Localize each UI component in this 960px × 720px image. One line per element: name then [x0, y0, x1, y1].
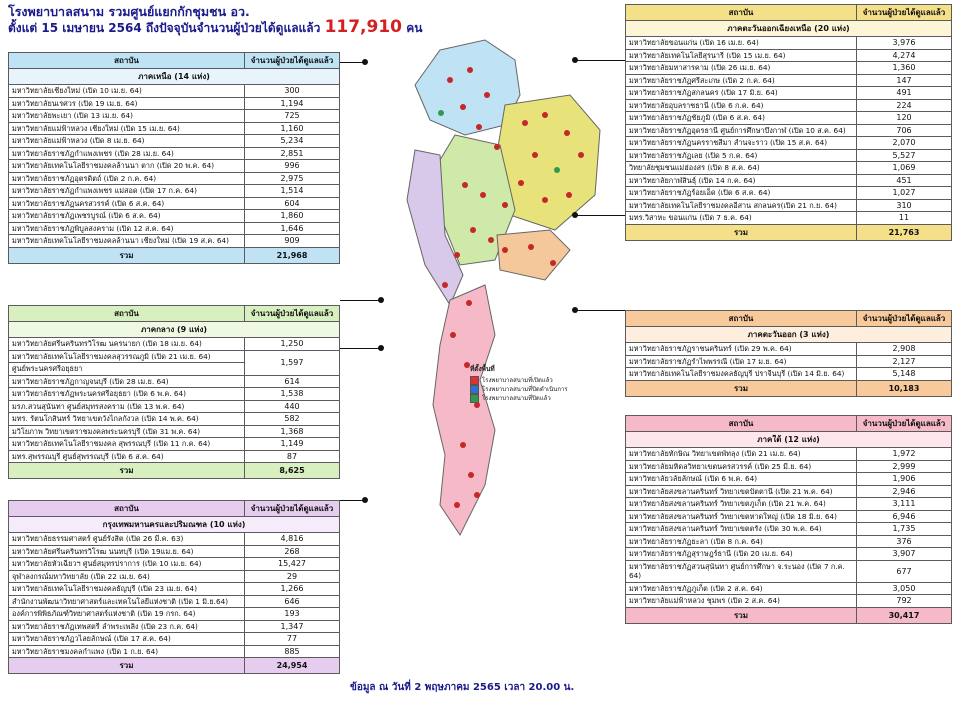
table-row — [626, 448, 952, 461]
row-value: 1,194 — [245, 97, 340, 110]
table-row — [626, 162, 952, 175]
region-band — [626, 327, 952, 343]
row-institution: มหาวิทยาลัยราชภัฏร้อยเอ็ด (เปิด 6 ส.ค. 64) — [626, 187, 857, 200]
row-institution: มหาวิทยาลัยแม่ฟ้าหลวง ชุมพร (เปิด 2 ส.ค. 64) — [626, 595, 857, 608]
row-value: 1,250 — [245, 338, 340, 351]
table-row — [626, 343, 952, 356]
row-value: 725 — [245, 110, 340, 123]
legend-swatch-open-icon — [470, 376, 479, 385]
total-row — [9, 658, 340, 674]
region-table-bangkok — [8, 500, 340, 674]
col-patients: จำนวนผู้ป่วยได้ดูแลแล้ว — [245, 501, 340, 517]
row-institution: มหาวิทยาลัยสงขลานครินทร์ วิทยาเขตหาดใหญ่ (เปิด 18 มิ.ย. 64) — [626, 510, 857, 523]
row-value: 77 — [245, 633, 340, 646]
row-institution: มหาวิทยาลัยราชภัฏรำไพพรรณี (เปิด 17 ม.ย. 64) — [626, 355, 857, 368]
row-value: 706 — [857, 124, 952, 137]
table-row — [9, 338, 340, 351]
row-institution: มหาวิทยาลัยราชภัฏสกลนคร (เปิด 17 มิ.ย. 64) — [626, 87, 857, 100]
row-value: 2,070 — [857, 137, 952, 150]
row-value: 1,538 — [245, 388, 340, 401]
row-value: 1,266 — [245, 583, 340, 596]
row-institution: มหาวิทยาลัยหัวเฉียวฯ ศูนย์สมุทรปราการ (เปิด 10 เม.ย. 64) — [9, 558, 245, 571]
leader-line-northeast — [575, 60, 625, 61]
row-value: 1,160 — [245, 122, 340, 135]
table-row — [9, 235, 340, 248]
region-band-label: ภาคกลาง (9 แห่ง) — [9, 322, 340, 338]
row-value: 1,646 — [245, 222, 340, 235]
table-row — [9, 545, 340, 558]
col-institution: สถาบัน — [9, 306, 245, 322]
table-row — [626, 199, 952, 212]
region-band — [9, 517, 340, 533]
row-value: 604 — [245, 197, 340, 210]
table-row — [9, 595, 340, 608]
table-row — [9, 350, 340, 363]
table-row — [626, 355, 952, 368]
legend-swatch-closed-icon — [470, 394, 479, 403]
row-value: 2,908 — [857, 343, 952, 356]
leader-dot-bangkok — [362, 497, 368, 503]
table-row — [9, 608, 340, 621]
table-row — [626, 137, 952, 150]
row-institution: มหาวิทยาลัยเชียงใหม่ (เปิด 10 เม.ย. 64) — [9, 85, 245, 98]
leader-dot-east — [572, 212, 578, 218]
region-table-central — [8, 305, 340, 479]
table-header-row — [9, 53, 340, 69]
region-band-label: ภาคตะวันออก (3 แห่ง) — [626, 327, 952, 343]
region-band — [626, 21, 952, 37]
table-row — [626, 560, 952, 582]
total-patients-count: 117,910 — [324, 17, 402, 37]
row-value: 4,816 — [245, 533, 340, 546]
table-row — [626, 485, 952, 498]
row-value: 87 — [245, 450, 340, 463]
row-institution: มหาวิทยาลัยเทคโนโลยีราชมงคลล้านนา ตาก (เปิด 20 พ.ค. 64) — [9, 160, 245, 173]
row-institution: มหาวิทยาลัยราชภัฏศรีสะเกษ (เปิด 2 ก.ค. 64) — [626, 74, 857, 87]
row-institution: มหาวิทยาลัยกาฬสินธุ์ (เปิด 14 ก.ค. 64) — [626, 174, 857, 187]
row-value: 5,234 — [245, 135, 340, 148]
row-value: 1,027 — [857, 187, 952, 200]
total-patients-unit: คน — [406, 21, 423, 35]
subtitle-text: ตั้งแต่ 15 เมษายน 2564 ถึงปัจจุบันจำนวนผู้ป่วยได้ดูแลแล้ว — [8, 21, 321, 35]
table-row — [626, 498, 952, 511]
row-institution: มทร. รัตนโกสินทร์ วิทยาเขตวังไกลกังวล (เปิด 14 พ.ค. 64) — [9, 413, 245, 426]
table-row — [9, 570, 340, 583]
row-institution: มหาวิทยาลัยราชภัฏเพชรบูรณ์ (เปิด 6 ส.ค. 64) — [9, 210, 245, 223]
row-value: 2,946 — [857, 485, 952, 498]
row-value: 885 — [245, 645, 340, 658]
map-legend — [470, 365, 568, 403]
row-institution: มหาวิทยาลัยแม่ฟ้าหลวง เชียงใหม่ (เปิด 15 เม.ย. 64) — [9, 122, 245, 135]
total-label: รวม — [9, 463, 245, 479]
row-value: 491 — [857, 87, 952, 100]
row-value: 4,274 — [857, 49, 952, 62]
row-institution: มหาวิทยาลัยราชภัฏอุตรดิตถ์ (เปิด 2 ก.ค. 64) — [9, 172, 245, 185]
row-institution: มหาวิทยาลัยนเรศวร (เปิด 19 เม.ย. 64) — [9, 97, 245, 110]
row-institution: มหาวิทยาลัยธรรมศาสตร์ ศูนย์รังสิต (เปิด 26 มี.ค. 63) — [9, 533, 245, 546]
region-table-north — [8, 52, 340, 264]
total-value: 10,183 — [857, 380, 952, 396]
leader-dot-south — [572, 307, 578, 313]
row-institution: มหาวิทยาลัยสงขลานครินทร์ วิทยาเขตปัตตานี (เปิด 21 พ.ค. 64) — [626, 485, 857, 498]
total-row — [9, 463, 340, 479]
col-institution: สถาบัน — [626, 311, 857, 327]
row-institution: มหาวิทยาลัยสงขลานครินทร์ วิทยาเขตตรัง (เปิด 30 พ.ค. 64) — [626, 523, 857, 536]
row-institution: มหาวิทยาลัยราชภัฏเทพสตรี ลำพระเพลิง (เปิด 23 ก.ค. 64) — [9, 620, 245, 633]
total-value: 21,763 — [857, 224, 952, 240]
total-row — [626, 380, 952, 396]
row-value: 451 — [857, 174, 952, 187]
row-value: 1,069 — [857, 162, 952, 175]
table-row — [626, 548, 952, 561]
col-institution: สถาบัน — [626, 416, 857, 432]
table-row — [9, 400, 340, 413]
region-band — [626, 432, 952, 448]
total-value: 30,417 — [857, 607, 952, 623]
legend-label: โรงพยาบาลสนามที่ปิดแล้ว — [482, 395, 551, 402]
row-institution: มหาวิทยาลัยราชภัฏนครสวรรค์ (เปิด 6 ส.ค. 64) — [9, 197, 245, 210]
row-value: 3,111 — [857, 498, 952, 511]
data-timestamp: ข้อมูล ณ วันที่ 2 พฤษภาคม 2565 เวลา 20.00 น. — [350, 682, 575, 693]
table-row — [9, 135, 340, 148]
legend-title: ที่ตั้งพื้นที่ — [470, 365, 495, 373]
table-row — [626, 473, 952, 486]
row-value: 2,851 — [245, 147, 340, 160]
row-institution: องค์การพิพิธภัณฑ์วิทยาศาสตร์แห่งชาติ (เปิด 19 กรก. 64) — [9, 608, 245, 621]
col-institution: สถาบัน — [9, 53, 245, 69]
col-patients: จำนวนผู้ป่วยได้ดูแลแล้ว — [857, 416, 952, 432]
row-value: 1,906 — [857, 473, 952, 486]
table-header-row — [626, 416, 952, 432]
legend-label: โรงพยาบาลสนามที่ปิดดำเนินการ — [482, 386, 568, 393]
row-value: 120 — [857, 112, 952, 125]
table-row — [9, 110, 340, 123]
table-row — [626, 535, 952, 548]
table-row — [626, 510, 952, 523]
total-row — [9, 247, 340, 263]
row-value: 6,946 — [857, 510, 952, 523]
row-value: 792 — [857, 595, 952, 608]
total-row — [626, 224, 952, 240]
row-institution: มหาวิทยาลัยราชภัฏภูเก็ต (เปิด 2 ส.ค. 64) — [626, 582, 857, 595]
table-row — [9, 438, 340, 451]
row-value: 29 — [245, 570, 340, 583]
row-value: 677 — [857, 560, 952, 582]
row-institution: มหาวิทยาลัยแม่ฟ้าหลวง (เปิด 8 เม.ย. 64) — [9, 135, 245, 148]
row-institution: มหาวิทยาลัยราชภัฏยะลา (เปิด 8 ก.ค. 64) — [626, 535, 857, 548]
table-row — [626, 49, 952, 62]
total-label: รวม — [626, 224, 857, 240]
table-header-row — [9, 501, 340, 517]
row-institution: มหาวิทยาลัยพะเยา (เปิด 13 เม.ย. 64) — [9, 110, 245, 123]
row-institution: มหาวิทยาลัยวลัยลักษณ์ (เปิด 6 พ.ค. 64) — [626, 473, 857, 486]
table-row — [9, 222, 340, 235]
table-row — [626, 187, 952, 200]
leader-dot-north — [362, 59, 368, 65]
total-label: รวม — [9, 658, 245, 674]
leader-line-central — [340, 300, 380, 301]
col-patients: จำนวนผู้ป่วยได้ดูแลแล้ว — [245, 53, 340, 69]
row-value: 3,050 — [857, 582, 952, 595]
row-value: 268 — [245, 545, 340, 558]
table-row — [9, 450, 340, 463]
row-institution: จุฬาลงกรณ์มหาวิทยาลัย (เปิด 22 เม.ย. 64) — [9, 570, 245, 583]
row-institution: มหาวิทยาลัยราชภัฏเลย (เปิด 5 ก.ค. 64) — [626, 149, 857, 162]
region-band — [9, 322, 340, 338]
row-institution: มหาวิทยาลัยราชภัฏกำแพงเพชร แม่สอด (เปิด 17 ก.ค. 64) — [9, 185, 245, 198]
row-value: 646 — [245, 595, 340, 608]
table-row — [9, 620, 340, 633]
row-value: 3,907 — [857, 548, 952, 561]
table-row — [9, 197, 340, 210]
row-value: 2,975 — [245, 172, 340, 185]
table-row — [9, 533, 340, 546]
row-institution: มหาวิทยาลัยเทคโนโลยีราชมงคล สุพรรณบุรี (เปิด 11 ก.ค. 64) — [9, 438, 245, 451]
row-institution: มหาวิทยาลัยราชภัฏวไลยลักษณ์ (เปิด 17 ส.ค. 64) — [9, 633, 245, 646]
table-row — [626, 523, 952, 536]
row-institution: มหาวิทยาลัยราชภัฏสุราษฎร์ธานี (เปิด 20 เม.ย. 64) — [626, 548, 857, 561]
row-value: 1,368 — [245, 425, 340, 438]
row-institution: มหาวิทยาลัยสงขลานครินทร์ วิทยาเขตภูเก็ต (เปิด 21 พ.ค. 64) — [626, 498, 857, 511]
col-institution: สถาบัน — [626, 5, 857, 21]
legend-label: โรงพยาบาลสนามที่เปิดแล้ว — [482, 377, 553, 384]
row-institution: มทร.สุพรรณบุรี ศูนย์สุพรรณบุรี (เปิด 6 ส.ค. 64) — [9, 450, 245, 463]
table-row — [9, 160, 340, 173]
region-band-label: กรุงเทพมหานครและปริมณฑล (10 แห่ง) — [9, 517, 340, 533]
table-row — [9, 210, 340, 223]
col-patients: จำนวนผู้ป่วยได้ดูแลแล้ว — [857, 311, 952, 327]
region-table-northeast — [625, 4, 952, 241]
table-row — [626, 368, 952, 381]
row-institution: สำนักงานพัฒนาวิทยาศาสตร์และเทคโนโลยีแห่งชาติ (เปิด 1 มิ.ย.64) — [9, 595, 245, 608]
leader-dot-central2 — [378, 345, 384, 351]
row-institution: มหาวิทยาลัยเทคโนโลยีราชมงคลล้านนา เชียงใหม่ (เปิด 19 ส.ค. 64) — [9, 235, 245, 248]
total-value: 24,954 — [245, 658, 340, 674]
table-header-row — [626, 311, 952, 327]
leader-line-central2 — [340, 348, 380, 349]
row-institution: วิทยาลัยชุมชนแม่ฮ่องสร (เปิด 8 ส.ค. 64) — [626, 162, 857, 175]
table-row — [626, 99, 952, 112]
leader-line-east — [575, 215, 625, 216]
row-institution: มหาวิทยาลัยราชภัฏกำแพงเพชร (เปิด 28 เม.ย. 64) — [9, 147, 245, 160]
row-value: 310 — [857, 199, 952, 212]
leader-dot-central — [378, 297, 384, 303]
table-row — [626, 124, 952, 137]
row-value: 909 — [245, 235, 340, 248]
table-row — [626, 460, 952, 473]
table-row — [9, 633, 340, 646]
table-row — [9, 122, 340, 135]
row-value: 614 — [245, 375, 340, 388]
row-institution: มหาวิทยาลัยเทคโนโลยีราชมงคลอีสาน สกลนคร(เปิด 21 ก.ย. 64) — [626, 199, 857, 212]
row-value: 582 — [245, 413, 340, 426]
row-institution: มหาวิทยาลัยศรีนครินทรวิโรฒ นนทบุรี (เปิด 19แม.ย. 64) — [9, 545, 245, 558]
row-value: 2,127 — [857, 355, 952, 368]
table-row — [9, 147, 340, 160]
row-institution: มหาวิทยาลัยราชภัฏนครราชสีมา สำนจะราว (เปิด 15 ส.ค. 64) — [626, 137, 857, 150]
row-value: 376 — [857, 535, 952, 548]
region-band-label: ภาคตะวันออกเฉียงเหนือ (20 แห่ง) — [626, 21, 952, 37]
row-value: 5,527 — [857, 149, 952, 162]
row-institution: มหาวิทยาลัยเทคโนโลยีสุรนารี (เปิด 15 เม.ย. 64) — [626, 49, 857, 62]
row-value: 147 — [857, 74, 952, 87]
row-value: 1,735 — [857, 523, 952, 536]
table-row — [9, 185, 340, 198]
row-value: 3,976 — [857, 37, 952, 50]
table-row — [9, 172, 340, 185]
table-row — [626, 112, 952, 125]
row-value: 224 — [857, 99, 952, 112]
page-header — [8, 4, 628, 37]
table-row — [9, 413, 340, 426]
row-value: 440 — [245, 400, 340, 413]
row-institution: มหาวิทยาลัยทักษิณ วิทยาเขตพัทลุง (เปิด 21 เม.ย. 64) — [626, 448, 857, 461]
row-institution: มหาวิทยาลัยราชภัฏกาญจนบุรี (เปิด 28 เม.ย. 64) — [9, 375, 245, 388]
table-row — [626, 582, 952, 595]
row-institution: มหาวิทยาลัยเทคโนโลยีราชมงคลธัญบุรี (เปิด 23 เม.ย. 64) — [9, 583, 245, 596]
table-row — [9, 375, 340, 388]
total-label: รวม — [9, 247, 245, 263]
legend-item — [470, 385, 568, 394]
row-institution: มหาวิทยาลัยศรีนครินทรวิโรฒ นครนายก (เปิด 18 เม.ย. 64) — [9, 338, 245, 351]
row-value: 15,427 — [245, 558, 340, 571]
row-value: 1,860 — [245, 210, 340, 223]
col-patients: จำนวนผู้ป่วยได้ดูแลแล้ว — [245, 306, 340, 322]
row-value: 2,999 — [857, 460, 952, 473]
table-row — [9, 583, 340, 596]
table-row — [9, 425, 340, 438]
table-row — [626, 62, 952, 75]
row-institution: มหาวิทยาลัยอุบลราชธานี (เปิด 6 ก.ค. 64) — [626, 99, 857, 112]
total-label: รวม — [626, 607, 857, 623]
row-value: 1,597 — [245, 350, 340, 375]
region-table-south — [625, 415, 952, 624]
table-row — [9, 645, 340, 658]
row-value: 300 — [245, 85, 340, 98]
col-patients: จำนวนผู้ป่วยได้ดูแลแล้ว — [857, 5, 952, 21]
row-institution: มหาวิทยาลัยขอนแก่น (เปิด 16 เม.ย. 64) — [626, 37, 857, 50]
region-band — [9, 69, 340, 85]
table-row — [626, 212, 952, 225]
row-institution: มหาวิทยาลัยมหิดลวิทยาเขตนครสวรรค์ (เปิด 25 มี.ย. 64) — [626, 460, 857, 473]
table-row — [9, 97, 340, 110]
row-institution: มวิโยภาพ วิทยาเขตราชมงคลพระนครบุรี (เปิด 31 พ.ค. 64) — [9, 425, 245, 438]
table-row — [626, 87, 952, 100]
row-value: 1,347 — [245, 620, 340, 633]
region-table-east — [625, 310, 952, 397]
table-row — [9, 388, 340, 401]
row-institution: มรภ.สวนสุนันทา ศูนย์สมุทรสงคราม (เปิด 13 พ.ค. 64) — [9, 400, 245, 413]
table-row — [9, 558, 340, 571]
row-institution: มหาวิทยาลัยเทคโนโลยีราชมงคลธัญบุรี ปราจีนบุรี (เปิด 14 มิ.ย. 64) — [626, 368, 857, 381]
row-institution: มหาวิทยาลัยราชภัฏชัยภูมิ (เปิด 6 ส.ค. 64) — [626, 112, 857, 125]
leader-line-south — [575, 310, 625, 311]
row-value: 1,149 — [245, 438, 340, 451]
region-band-label: ภาคใต้ (12 แห่ง) — [626, 432, 952, 448]
row-value: 1,360 — [857, 62, 952, 75]
region-band-label: ภาคเหนือ (14 แห่ง) — [9, 69, 340, 85]
row-institution: มหาวิทยาลัยราชมงคลกำแพง (เปิด 1 ก.ย. 64) — [9, 645, 245, 658]
table-row — [626, 74, 952, 87]
row-institution: มทร.วิสาหะ ขอนแก่น (เปิด 7 ธ.ค. 64) — [626, 212, 857, 225]
row-institution: มหาวิทยาลัยเทคโนโลยีราชมงคลสุวรรณภูมิ (เปิด 21 เม.ย. 64) — [9, 350, 245, 363]
table-row — [626, 595, 952, 608]
page-title: โรงพยาบาลสนาม รวมศูนย์แยกกักชุมชน อว. — [8, 4, 250, 19]
col-institution: สถาบัน — [9, 501, 245, 517]
total-label: รวม — [626, 380, 857, 396]
row-institution: มหาวิทยาลัยราชภัฏพระนครศรีอยุธยา (เปิด 6 พ.ค. 64) — [9, 388, 245, 401]
row-institution: มหาวิทยาลัยราชภัฏราชนครินทร์ (เปิด 29 พ.ค. 64) — [626, 343, 857, 356]
table-row — [9, 85, 340, 98]
total-value: 8,625 — [245, 463, 340, 479]
table-header-row — [626, 5, 952, 21]
row-institution: ศูนย์พระนครศรีอยุธยา — [9, 363, 245, 376]
row-value: 1,514 — [245, 185, 340, 198]
row-value: 5,148 — [857, 368, 952, 381]
table-row — [626, 174, 952, 187]
table-row — [626, 149, 952, 162]
row-institution: มหาวิทยาลัยมหาสารคาม (เปิด 26 เม.ย. 64) — [626, 62, 857, 75]
row-institution: มหาวิทยาลัยราชภัฏพิบูลสงคราม (เปิด 12 ส.ค. 64) — [9, 222, 245, 235]
total-row — [626, 607, 952, 623]
map-region-south — [433, 285, 495, 535]
row-institution: มหาวิทยาลัยราชภัฏอุดรธานี ศูนย์การศึกษาบึงกาฬ (เปิด 10 ส.ค. 64) — [626, 124, 857, 137]
row-value: 11 — [857, 212, 952, 225]
leader-dot-northeast — [572, 57, 578, 63]
row-institution: มหาวิทยาลัยราชภัฏสวนสุนันทา ศูนย์การศึกษา จ.ระนอง (เปิด 7 ก.ค. 64) — [626, 560, 857, 582]
table-row — [626, 37, 952, 50]
legend-swatch-operating-icon — [470, 385, 479, 394]
map-region-east — [497, 230, 570, 280]
row-value: 1,972 — [857, 448, 952, 461]
row-value: 996 — [245, 160, 340, 173]
legend-item — [470, 394, 568, 403]
row-value: 193 — [245, 608, 340, 621]
total-value: 21,968 — [245, 247, 340, 263]
table-header-row — [9, 306, 340, 322]
legend-item — [470, 376, 568, 385]
